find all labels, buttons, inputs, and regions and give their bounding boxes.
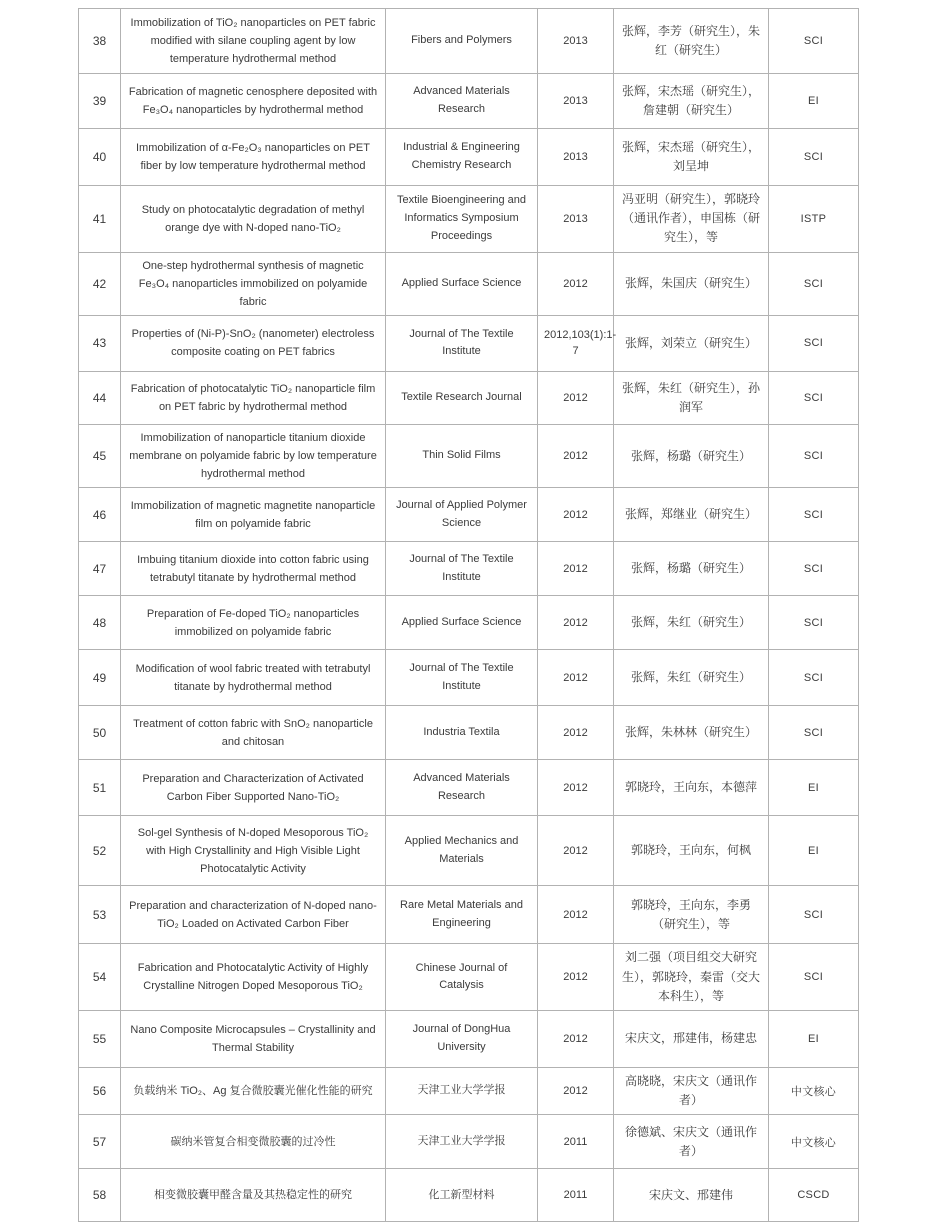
authors-cell: 张辉，宋杰瑶（研究生），刘呈坤 [614, 129, 769, 186]
title-cell: Modification of wool fabric treated with tetrabutyl titanate by hydrothermal method [121, 650, 386, 706]
title-cell: Properties of (Ni-P)-SnO₂ (nanometer) electroless composite coating on PET fabrics [121, 315, 386, 371]
year-cell: 2013 [538, 9, 614, 74]
authors-cell: 徐德斌、宋庆文（通讯作者） [614, 1115, 769, 1169]
table-row [79, 488, 859, 542]
title-cell: Imbuing titanium dioxide into cotton fabric using tetrabutyl titanate by hydrothermal method [121, 542, 386, 596]
table-row [79, 542, 859, 596]
year-cell: 2012 [538, 760, 614, 816]
year-cell: 2013 [538, 129, 614, 186]
index-cell: 中文核心 [769, 1067, 859, 1114]
journal-cell: Journal of DongHua University [386, 1010, 538, 1067]
table-row [79, 424, 859, 487]
row-number-cell: 51 [79, 760, 121, 816]
table-row [79, 371, 859, 424]
index-cell: SCI [769, 944, 859, 1011]
row-number-cell: 38 [79, 9, 121, 74]
year-cell: 2012 [538, 488, 614, 542]
authors-cell: 张辉，宋杰瑶（研究生），詹建朝（研究生） [614, 74, 769, 129]
journal-cell: Textile Bioengineering and Informatics Symposium Proceedings [386, 186, 538, 253]
authors-cell: 郭晓玲，王向东，何枫 [614, 816, 769, 886]
index-cell: SCI [769, 596, 859, 650]
year-cell: 2012 [538, 371, 614, 424]
table-row [79, 1010, 859, 1067]
row-number-cell: 43 [79, 315, 121, 371]
title-cell: Fabrication and Photocatalytic Activity of Highly Crystalline Nitrogen Doped Mesoporous TiO₂ [121, 944, 386, 1011]
journal-cell: Journal of The Textile Institute [386, 650, 538, 706]
journal-cell: 天津工业大学学报 [386, 1115, 538, 1169]
year-cell: 2012 [538, 252, 614, 315]
row-number-cell: 39 [79, 74, 121, 129]
table-row [79, 706, 859, 760]
table-row [79, 1169, 859, 1222]
journal-cell: Journal of Applied Polymer Science [386, 488, 538, 542]
title-cell: Fabrication of photocatalytic TiO₂ nanoparticle film on PET fabric by hydrothermal method [121, 371, 386, 424]
index-cell: SCI [769, 315, 859, 371]
year-cell: 2012 [538, 650, 614, 706]
title-cell: Study on photocatalytic degradation of methyl orange dye with N-doped nano-TiO₂ [121, 186, 386, 253]
table-row [79, 1115, 859, 1169]
publications-table [78, 8, 859, 1222]
authors-cell: 刘二强（项目组交大研究生），郭晓玲，秦雷（交大本科生），等 [614, 944, 769, 1011]
journal-cell: 化工新型材料 [386, 1169, 538, 1222]
row-number-cell: 53 [79, 886, 121, 944]
index-cell: SCI [769, 252, 859, 315]
row-number-cell: 41 [79, 186, 121, 253]
journal-cell: Rare Metal Materials and Engineering [386, 886, 538, 944]
year-cell: 2013 [538, 186, 614, 253]
row-number-cell: 40 [79, 129, 121, 186]
authors-cell: 冯亚明（研究生），郭晓玲（通讯作者），申国栋（研究生），等 [614, 186, 769, 253]
index-cell: EI [769, 74, 859, 129]
index-cell: EI [769, 1010, 859, 1067]
journal-cell: Chinese Journal of Catalysis [386, 944, 538, 1011]
title-cell: Immobilization of nanoparticle titanium dioxide membrane on polyamide fabric by low temperature hydrothermal method [121, 424, 386, 487]
authors-cell: 宋庆文、邢建伟 [614, 1169, 769, 1222]
authors-cell: 宋庆文，邢建伟，杨建忠 [614, 1010, 769, 1067]
index-cell: SCI [769, 129, 859, 186]
row-number-cell: 44 [79, 371, 121, 424]
journal-cell: Applied Surface Science [386, 252, 538, 315]
authors-cell: 张辉，朱红（研究生） [614, 596, 769, 650]
index-cell: SCI [769, 424, 859, 487]
title-cell: Preparation and characterization of N-doped nano-TiO₂ Loaded on Activated Carbon Fiber [121, 886, 386, 944]
row-number-cell: 46 [79, 488, 121, 542]
journal-cell: Fibers and Polymers [386, 9, 538, 74]
table-row [79, 760, 859, 816]
journal-cell: Textile Research Journal [386, 371, 538, 424]
index-cell: SCI [769, 650, 859, 706]
index-cell: CSCD [769, 1169, 859, 1222]
authors-cell: 张辉，郑继业（研究生） [614, 488, 769, 542]
row-number-cell: 47 [79, 542, 121, 596]
table-row [79, 9, 859, 74]
year-cell: 2011 [538, 1115, 614, 1169]
title-cell: 相变微胶囊甲醛含量及其热稳定性的研究 [121, 1169, 386, 1222]
authors-cell: 张辉，杨璐（研究生） [614, 424, 769, 487]
year-cell: 2012 [538, 424, 614, 487]
journal-cell: Applied Mechanics and Materials [386, 816, 538, 886]
table-row [79, 650, 859, 706]
year-cell: 2012 [538, 1067, 614, 1114]
index-cell: SCI [769, 706, 859, 760]
authors-cell: 张辉，刘荣立（研究生） [614, 315, 769, 371]
journal-cell: 天津工业大学学报 [386, 1067, 538, 1114]
title-cell: Preparation of Fe-doped TiO₂ nanoparticles immobilized on polyamide fabric [121, 596, 386, 650]
index-cell: SCI [769, 886, 859, 944]
row-number-cell: 48 [79, 596, 121, 650]
year-cell: 2011 [538, 1169, 614, 1222]
title-cell: Immobilization of TiO₂ nanoparticles on PET fabric modified with silane coupling agent by low temperature hydrothermal method [121, 9, 386, 74]
title-cell: 碳纳米管复合相变微胶囊的过冷性 [121, 1115, 386, 1169]
table-row [79, 252, 859, 315]
index-cell: EI [769, 760, 859, 816]
journal-cell: Thin Solid Films [386, 424, 538, 487]
table-row [79, 315, 859, 371]
title-cell: Nano Composite Microcapsules – Crystallinity and Thermal Stability [121, 1010, 386, 1067]
row-number-cell: 54 [79, 944, 121, 1011]
journal-cell: Journal of The Textile Institute [386, 542, 538, 596]
journal-cell: Industria Textila [386, 706, 538, 760]
title-cell: 负载纳米 TiO₂、Ag 复合微胶囊光催化性能的研究 [121, 1067, 386, 1114]
table-row [79, 944, 859, 1011]
year-cell: 2012,103(1):1-7 [538, 315, 614, 371]
authors-cell: 张辉，杨璐（研究生） [614, 542, 769, 596]
table-row [79, 129, 859, 186]
row-number-cell: 42 [79, 252, 121, 315]
title-cell: Immobilization of magnetic magnetite nanoparticle film on polyamide fabric [121, 488, 386, 542]
index-cell: 中文核心 [769, 1115, 859, 1169]
table-row [79, 74, 859, 129]
publications-table-body [79, 9, 859, 1222]
authors-cell: 张辉，朱红（研究生），孙润军 [614, 371, 769, 424]
journal-cell: Journal of The Textile Institute [386, 315, 538, 371]
title-cell: Immobilization of α-Fe₂O₃ nanoparticles on PET fiber by low temperature hydrothermal method [121, 129, 386, 186]
title-cell: One-step hydrothermal synthesis of magnetic Fe₃O₄ nanoparticles immobilized on polyamide fabric [121, 252, 386, 315]
year-cell: 2012 [538, 706, 614, 760]
title-cell: Treatment of cotton fabric with SnO₂ nanoparticle and chitosan [121, 706, 386, 760]
table-row [79, 596, 859, 650]
row-number-cell: 56 [79, 1067, 121, 1114]
title-cell: Preparation and Characterization of Activated Carbon Fiber Supported Nano-TiO₂ [121, 760, 386, 816]
row-number-cell: 57 [79, 1115, 121, 1169]
year-cell: 2012 [538, 1010, 614, 1067]
journal-cell: Advanced Materials Research [386, 74, 538, 129]
row-number-cell: 55 [79, 1010, 121, 1067]
row-number-cell: 50 [79, 706, 121, 760]
authors-cell: 高晓晓，宋庆文（通讯作者） [614, 1067, 769, 1114]
row-number-cell: 45 [79, 424, 121, 487]
title-cell: Sol-gel Synthesis of N-doped Mesoporous TiO₂ with High Crystallinity and High Visible Light Photocatalytic Activity [121, 816, 386, 886]
table-row [79, 886, 859, 944]
authors-cell: 张辉，朱国庆（研究生） [614, 252, 769, 315]
year-cell: 2012 [538, 886, 614, 944]
authors-cell: 张辉，李芳（研究生），朱红（研究生） [614, 9, 769, 74]
year-cell: 2012 [538, 542, 614, 596]
table-row [79, 816, 859, 886]
journal-cell: Applied Surface Science [386, 596, 538, 650]
authors-cell: 郭晓玲，王向东，本德萍 [614, 760, 769, 816]
authors-cell: 张辉，朱林林（研究生） [614, 706, 769, 760]
journal-cell: Advanced Materials Research [386, 760, 538, 816]
table-row [79, 186, 859, 253]
index-cell: SCI [769, 371, 859, 424]
year-cell: 2012 [538, 944, 614, 1011]
journal-cell: Industrial & Engineering Chemistry Research [386, 129, 538, 186]
table-row [79, 1067, 859, 1114]
row-number-cell: 49 [79, 650, 121, 706]
year-cell: 2012 [538, 816, 614, 886]
row-number-cell: 52 [79, 816, 121, 886]
index-cell: SCI [769, 488, 859, 542]
index-cell: SCI [769, 9, 859, 74]
index-cell: SCI [769, 542, 859, 596]
row-number-cell: 58 [79, 1169, 121, 1222]
authors-cell: 郭晓玲，王向东，李勇（研究生），等 [614, 886, 769, 944]
index-cell: EI [769, 816, 859, 886]
year-cell: 2013 [538, 74, 614, 129]
index-cell: ISTP [769, 186, 859, 253]
year-cell: 2012 [538, 596, 614, 650]
title-cell: Fabrication of magnetic cenosphere deposited with Fe₃O₄ nanoparticles by hydrothermal method [121, 74, 386, 129]
authors-cell: 张辉，朱红（研究生） [614, 650, 769, 706]
